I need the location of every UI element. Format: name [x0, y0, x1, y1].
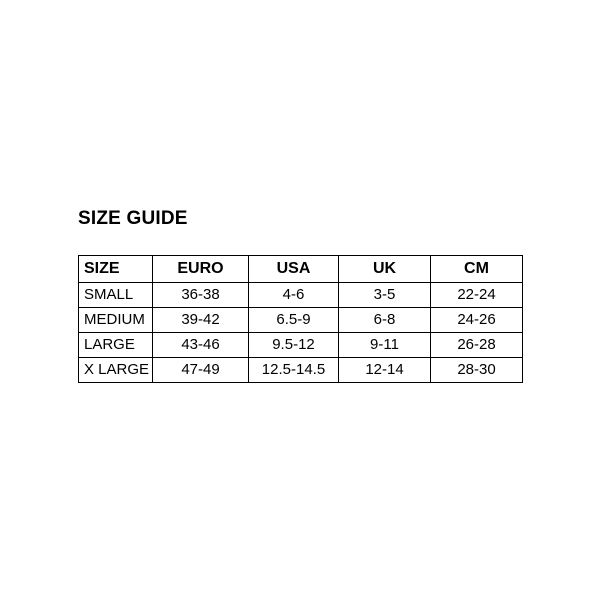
cell-size: LARGE	[79, 333, 153, 358]
table-row	[79, 308, 523, 333]
cell-cm: 24-26	[431, 308, 523, 333]
cell-cm: 26-28	[431, 333, 523, 358]
header-euro: EURO	[153, 256, 249, 283]
cell-euro: 36-38	[153, 283, 249, 308]
cell-uk: 12-14	[339, 358, 431, 383]
cell-uk: 6-8	[339, 308, 431, 333]
cell-size: X LARGE	[79, 358, 153, 383]
header-uk: UK	[339, 256, 431, 283]
size-guide-table	[78, 255, 523, 383]
cell-usa: 9.5-12	[249, 333, 339, 358]
header-cm: CM	[431, 256, 523, 283]
size-guide-title: SIZE GUIDE	[78, 208, 188, 229]
table-row	[79, 283, 523, 308]
cell-usa: 4-6	[249, 283, 339, 308]
cell-cm: 22-24	[431, 283, 523, 308]
cell-uk: 9-11	[339, 333, 431, 358]
cell-uk: 3-5	[339, 283, 431, 308]
table-row	[79, 333, 523, 358]
cell-euro: 47-49	[153, 358, 249, 383]
cell-size: SMALL	[79, 283, 153, 308]
table-row	[79, 358, 523, 383]
cell-size: MEDIUM	[79, 308, 153, 333]
table-header-row	[79, 256, 523, 283]
cell-usa: 6.5-9	[249, 308, 339, 333]
cell-euro: 39-42	[153, 308, 249, 333]
cell-usa: 12.5-14.5	[249, 358, 339, 383]
header-usa: USA	[249, 256, 339, 283]
cell-euro: 43-46	[153, 333, 249, 358]
cell-cm: 28-30	[431, 358, 523, 383]
header-size: SIZE	[79, 256, 153, 283]
